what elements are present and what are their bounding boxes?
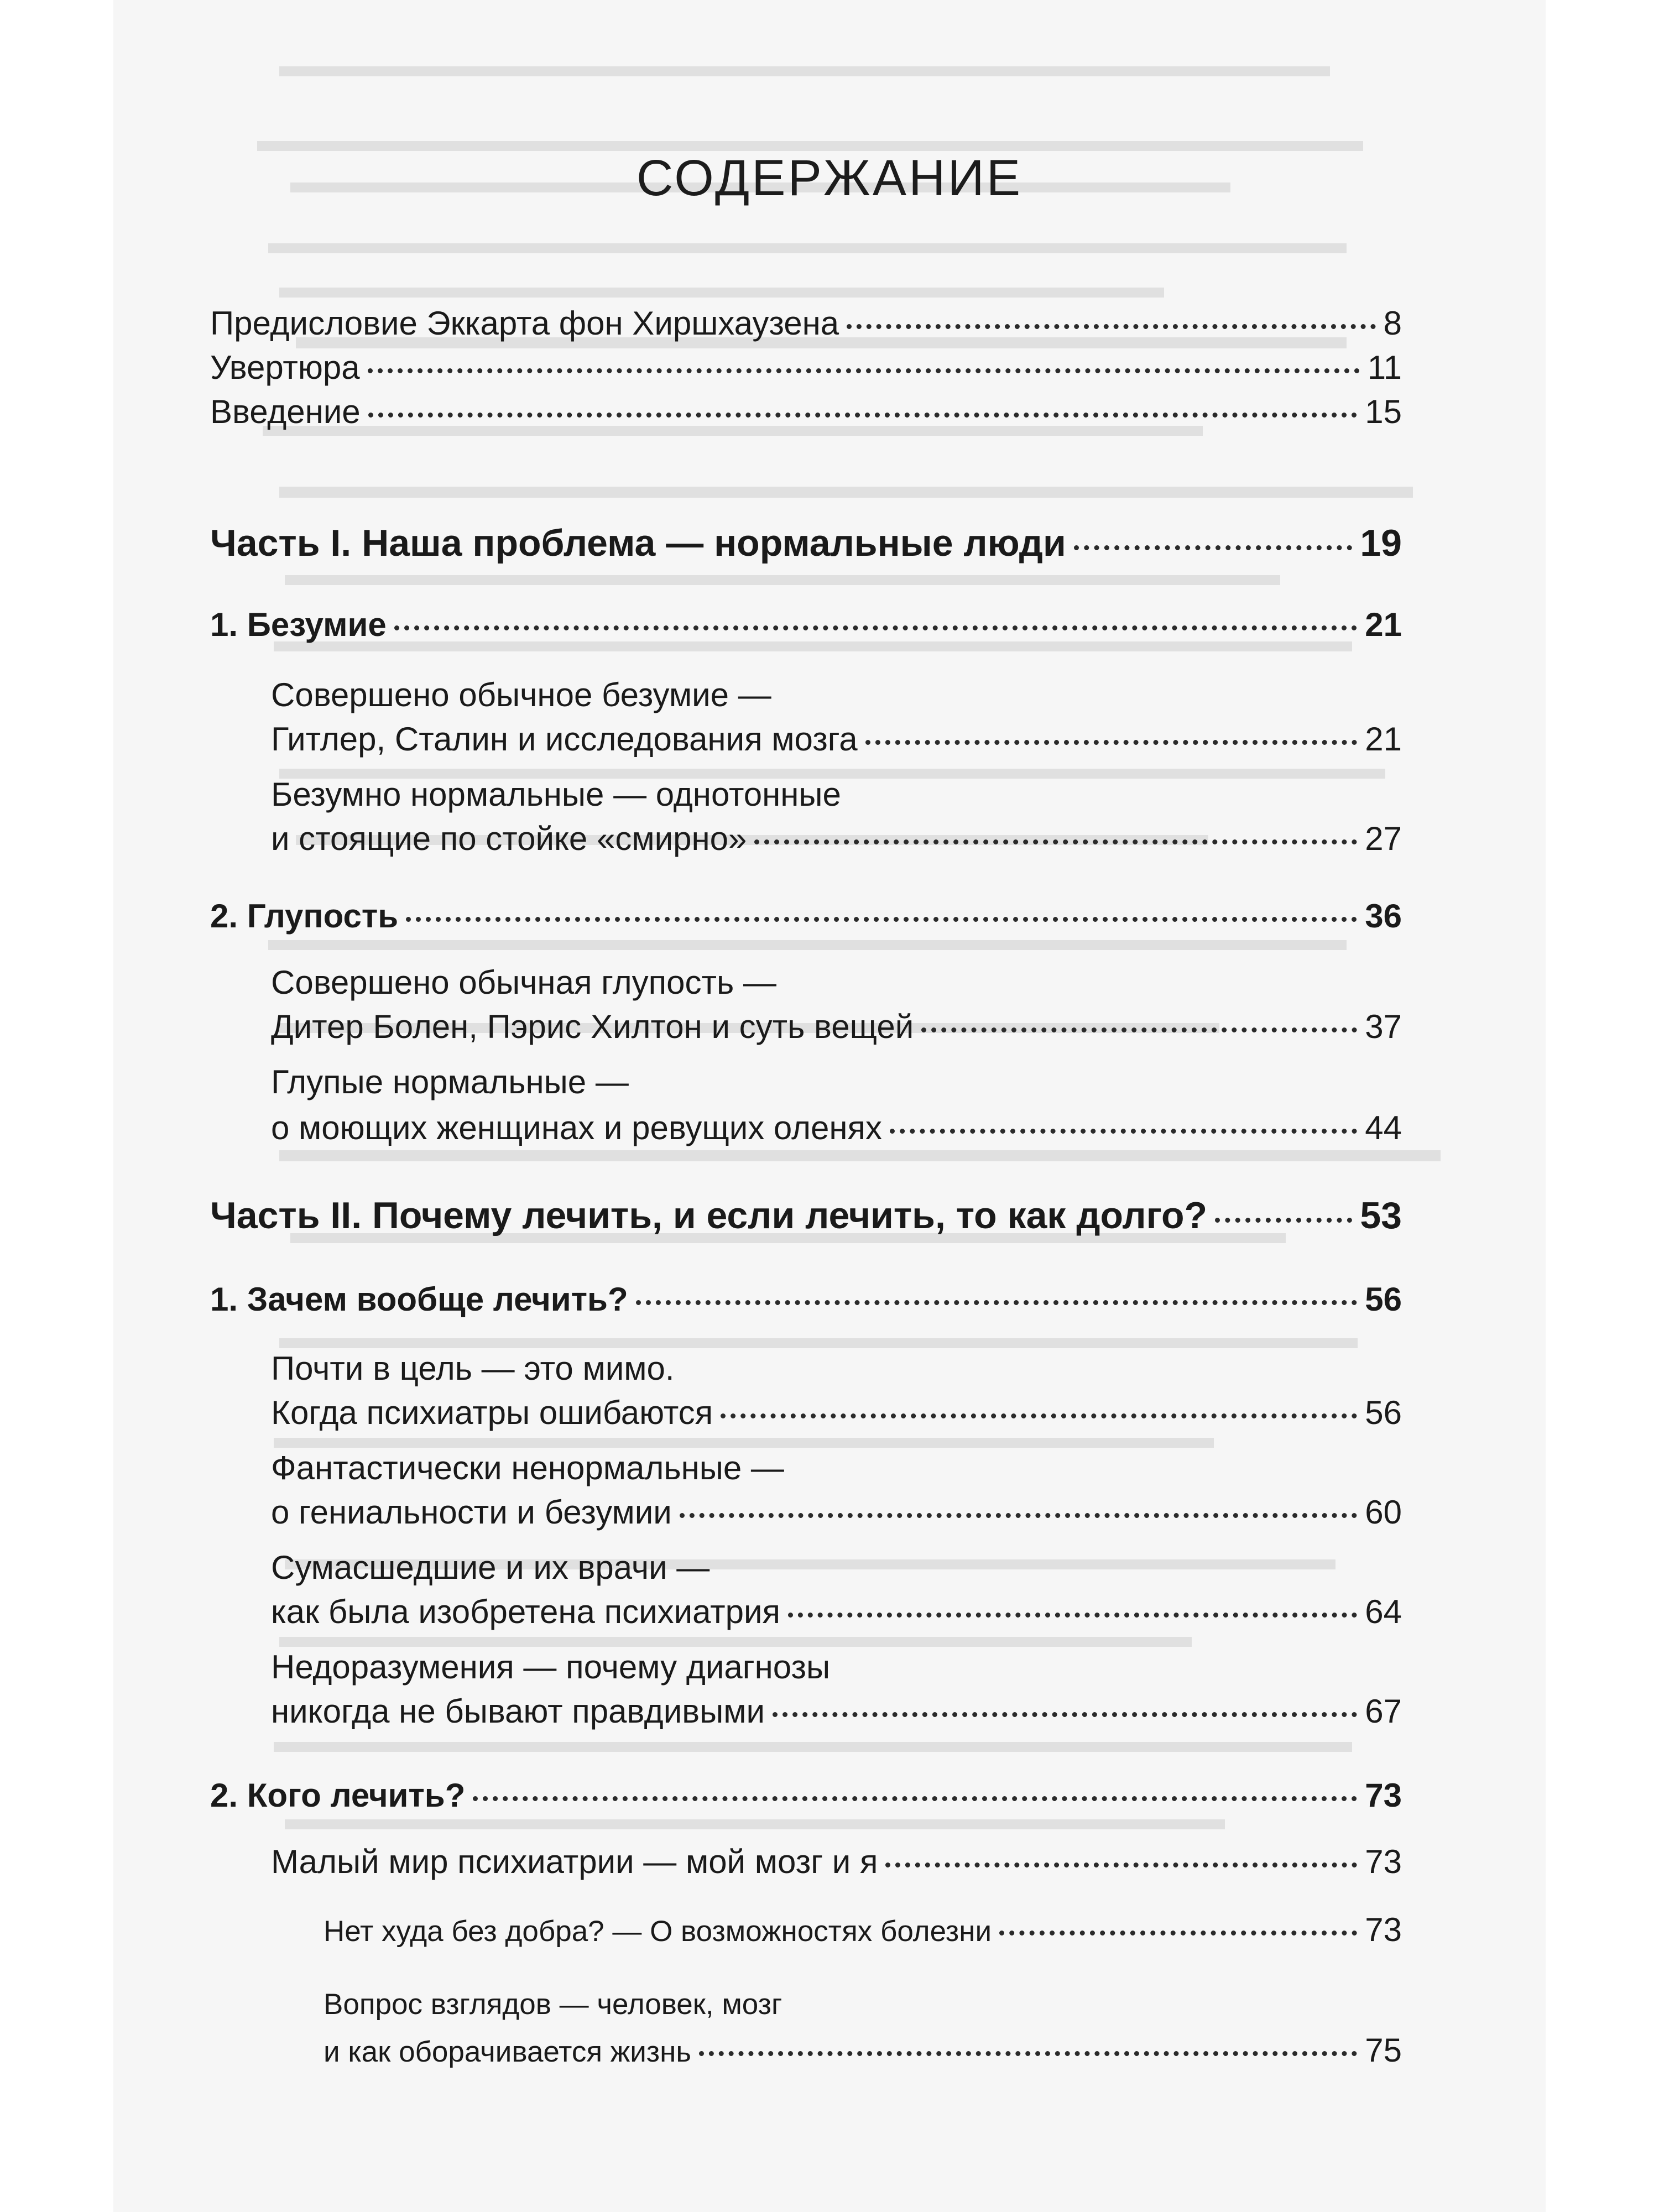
toc-chapter[interactable] bbox=[210, 1773, 1402, 1818]
dot-leader bbox=[680, 1513, 1357, 1518]
book-page bbox=[113, 0, 1546, 2212]
dot-leader bbox=[406, 917, 1357, 922]
toc-entry-page: 73 bbox=[1365, 1843, 1402, 1880]
dot-leader bbox=[885, 1863, 1357, 1867]
toc-chapter[interactable] bbox=[210, 1277, 1402, 1322]
toc-entry-title: 1. Зачем вообще лечить? bbox=[210, 1281, 628, 1318]
toc-entry-page: 8 bbox=[1383, 305, 1402, 342]
toc-entry-title: Гитлер, Сталин и исследования мозга bbox=[271, 721, 858, 758]
toc-entry-page: 64 bbox=[1365, 1593, 1402, 1630]
toc-entry-title: никогда не бывают правдивыми bbox=[271, 1693, 765, 1730]
toc-entry-page: 56 bbox=[1365, 1394, 1402, 1431]
dot-leader bbox=[394, 625, 1358, 630]
toc-entry-page: 44 bbox=[1365, 1109, 1402, 1146]
toc-entry-line: Глупые нормальные — bbox=[271, 1063, 629, 1100]
toc-entry-line: Сумасшедшие и их врачи — bbox=[271, 1549, 710, 1586]
toc-entry[interactable] bbox=[271, 1391, 1402, 1435]
toc-entry-line: Фантастически ненормальные — bbox=[271, 1449, 784, 1486]
toc-entry[interactable] bbox=[271, 1106, 1402, 1150]
toc-entry-title: Дитер Болен, Пэрис Хилтон и суть вещей bbox=[271, 1008, 914, 1045]
toc-entry[interactable] bbox=[324, 1908, 1402, 1954]
toc-entry[interactable] bbox=[271, 717, 1402, 761]
toc-entry-title: Введение bbox=[210, 393, 361, 430]
toc-entry-title: 1. Безумие bbox=[210, 606, 387, 643]
toc-entry-page: 11 bbox=[1367, 349, 1402, 386]
dot-leader bbox=[636, 1300, 1358, 1305]
toc-entry-title: Предисловие Эккарта фон Хиршхаузена bbox=[210, 305, 839, 342]
toc-entry-title: Часть II. Почему лечить, и если лечить, то как долго? bbox=[210, 1194, 1208, 1237]
toc-entry-page: 21 bbox=[1365, 606, 1402, 643]
dot-leader bbox=[921, 1027, 1357, 1032]
toc-entry[interactable] bbox=[210, 390, 1402, 434]
page-title: СОДЕРЖАНИЕ bbox=[636, 150, 1023, 206]
table-of-contents bbox=[113, 0, 1546, 2212]
toc-entry-page: 73 bbox=[1365, 1777, 1402, 1814]
toc-part[interactable] bbox=[210, 1193, 1402, 1238]
toc-entry[interactable] bbox=[271, 817, 1402, 861]
dot-leader bbox=[788, 1613, 1357, 1618]
toc-entry-line: Совершено обычная глупость — bbox=[271, 964, 776, 1001]
toc-entry-title: и стоящие по стойке «смирно» bbox=[271, 820, 747, 857]
toc-entry-title: Нет худа без добра? — О возможностях болезни bbox=[324, 1915, 992, 1948]
toc-entry-title: Малый мир психиатрии — мой мозг и я bbox=[271, 1843, 878, 1880]
toc-entry-title: 2. Глупость bbox=[210, 898, 399, 935]
toc-entry-line: Безумно нормальные — однотонные bbox=[271, 776, 841, 813]
dot-leader bbox=[699, 2051, 1357, 2056]
dot-leader bbox=[473, 1796, 1357, 1801]
toc-chapter[interactable] bbox=[210, 894, 1402, 938]
toc-entry[interactable] bbox=[324, 2028, 1402, 2074]
toc-chapter[interactable] bbox=[210, 603, 1402, 647]
toc-entry-page: 60 bbox=[1365, 1494, 1402, 1531]
dot-leader bbox=[890, 1129, 1357, 1134]
toc-entry-page: 19 bbox=[1360, 522, 1402, 564]
dot-leader bbox=[721, 1413, 1357, 1418]
toc-entry-page: 21 bbox=[1365, 721, 1402, 758]
toc-entry-title: Увертюра bbox=[210, 349, 360, 386]
dot-leader bbox=[1215, 1218, 1352, 1223]
toc-entry-page: 27 bbox=[1365, 820, 1402, 857]
toc-entry-title: 2. Кого лечить? bbox=[210, 1777, 466, 1814]
toc-entry[interactable] bbox=[210, 301, 1402, 346]
toc-entry-line: Вопрос взглядов — человек, мозг bbox=[324, 1988, 782, 2021]
dot-leader bbox=[368, 368, 1360, 373]
toc-entry-line: Совершено обычное безумие — bbox=[271, 676, 771, 713]
dot-leader bbox=[368, 413, 1358, 418]
toc-entry-title: как была изобретена психиатрия bbox=[271, 1593, 781, 1630]
dot-leader bbox=[847, 324, 1376, 329]
toc-entry-page: 75 bbox=[1365, 2032, 1402, 2069]
toc-entry[interactable] bbox=[271, 1590, 1402, 1634]
toc-entry[interactable] bbox=[271, 1490, 1402, 1535]
dot-leader bbox=[754, 839, 1357, 844]
toc-entry-line: Недоразумения — почему диагнозы bbox=[271, 1648, 831, 1686]
toc-entry-page: 37 bbox=[1365, 1008, 1402, 1045]
toc-entry-page: 73 bbox=[1365, 1911, 1402, 1948]
toc-entry-title: Часть I. Наша проблема — нормальные люди bbox=[210, 522, 1066, 564]
toc-entry-page: 53 bbox=[1360, 1194, 1402, 1237]
toc-entry[interactable] bbox=[271, 1689, 1402, 1734]
toc-entry-page: 56 bbox=[1365, 1281, 1402, 1318]
toc-entry-page: 36 bbox=[1365, 898, 1402, 935]
dot-leader bbox=[999, 1931, 1357, 1936]
dot-leader bbox=[1074, 545, 1353, 550]
toc-entry[interactable] bbox=[271, 1840, 1402, 1884]
toc-entry[interactable] bbox=[210, 346, 1402, 390]
toc-entry-title: Когда психиатры ошибаются bbox=[271, 1394, 713, 1431]
toc-entry-page: 15 bbox=[1365, 393, 1402, 430]
toc-entry-title: о моющих женщинах и ревущих оленях bbox=[271, 1109, 882, 1146]
toc-entry-page: 67 bbox=[1365, 1693, 1402, 1730]
toc-entry-title: и как оборачивается жизнь bbox=[324, 2036, 691, 2068]
toc-entry-line: Почти в цель — это мимо. bbox=[271, 1350, 675, 1387]
toc-part[interactable] bbox=[210, 521, 1402, 565]
dot-leader bbox=[865, 740, 1358, 745]
toc-entry-title: о гениальности и безумии bbox=[271, 1494, 672, 1531]
dot-leader bbox=[773, 1712, 1357, 1717]
toc-entry[interactable] bbox=[271, 1005, 1402, 1049]
